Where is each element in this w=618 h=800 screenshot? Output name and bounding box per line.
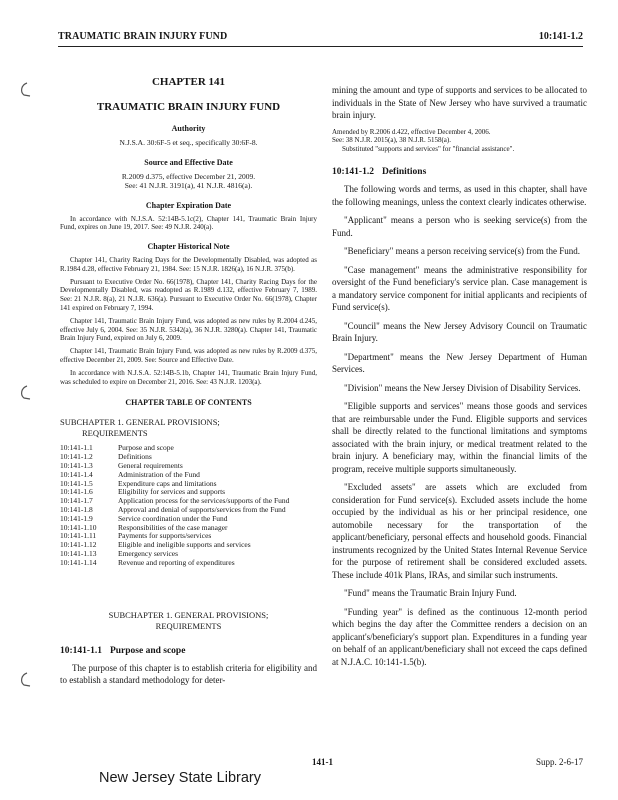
header-section-code: 10:141-1.2	[538, 31, 583, 42]
section-title: Purpose and scope	[109, 645, 186, 656]
expiration-text: In accordance with N.J.S.A. 52:14B-5.1c(2), Chapter 141, Traumatic Brain Injury Fund, expires on June 19, 2017. See: 49 N.J.R. 240(a).	[60, 214, 317, 232]
supplement-date: Supp. 2-6-17	[536, 757, 583, 767]
toc-entry-number: 10:141-1.8	[60, 505, 93, 515]
continued-text: mining the amount and type of supports and services to be allocated to individuals in the State of New Jersey who have survived a traumatic brain injury.	[332, 85, 587, 120]
history-note: Chapter 141, Traumatic Brain Injury Fund, was adopted as new rules by R.2004 d.245, effective July 6, 2004. See: 35 N.J.R. 5342(a), 36 N.J.R. 3280(a). Chapter 141, Traumatic Brain Injury Fund, expired on July 6, 2009.	[60, 316, 317, 343]
toc-entry-number: 10:141-1.13	[60, 549, 97, 559]
toc-entry-title: Approval and denial of supports/services from the Fund	[118, 505, 286, 515]
source-citation: See: 41 N.J.R. 3191(a), 41 N.J.R. 4816(a).	[124, 181, 253, 190]
toc-entry-title: Eligible and ineligible supports and services	[118, 540, 251, 550]
section-title: Definitions	[381, 167, 427, 177]
expiration-heading: Chapter Expiration Date	[145, 200, 232, 210]
history-note: Pursuant to Executive Order No. 66(1978), Chapter 141, Charity Racing Days for the Developmentally Disabled, was readopted as R.1989 d.132, effective February 7, 1989. See: 21 N.J.R. 8(a), 21 N.J.R. 636(a). Pursuant to Executive Order No. 66(1978), Chapter 141 expired on February 7, 1994.	[60, 277, 317, 313]
history-note: In accordance with N.J.S.A. 52:14B-5.1b, Chapter 141, Traumatic Brain Injury Fund, was scheduled to expire on December 21, 2016. See: 43 N.J.R. 1203(a).	[60, 368, 317, 386]
history-note: Chapter 141, Traumatic Brain Injury Fund, was adopted as new rules by R.2009 d.375, effective December 21, 2009. See: Source and Effective Date.	[60, 347, 317, 365]
toc-subchapter-heading	[60, 417, 317, 438]
toc-entry-number: 10:141-1.14	[60, 557, 97, 567]
table-of-contents	[60, 444, 317, 567]
chapter-name: TRAUMATIC BRAIN INJURY FUND	[96, 101, 281, 113]
header-rule	[58, 46, 583, 47]
toc-entry-number: 10:141-1.2	[60, 452, 93, 462]
definition-paragraph: "Fund" means the Traumatic Brain Injury Fund.	[344, 588, 517, 598]
toc-entry-title: Eligibility for services and supports	[118, 487, 226, 497]
toc-entry-title: General requirements	[118, 461, 183, 471]
section-body: The purpose of this chapter is to establish criteria for eligibility and to establish a standard methodology for deter-	[60, 662, 317, 686]
toc-entry	[60, 541, 317, 550]
toc-entry-number: 10:141-1.9	[60, 513, 93, 523]
toc-entry	[60, 453, 317, 462]
amendment-citation: See: 38 N.J.R. 2015(a), 38 N.J.R. 5158(a).	[332, 136, 451, 144]
hole-punch-mark-icon	[18, 385, 30, 399]
authority-text: N.J.S.A. 30:6F-5 et seq., specifically 30:6F-8.	[119, 138, 258, 147]
toc-entry-number: 10:141-1.4	[60, 469, 93, 479]
amendment-note: Amended by R.2006 d.422, effective December 4, 2006.	[332, 127, 491, 136]
definition-paragraph: "Department" means the New Jersey Department of Human Services.	[332, 351, 587, 374]
definition-paragraph: "Applicant" means a person who is seeking service(s) from the Fund.	[332, 215, 587, 238]
definition-paragraph: "Case management" means the administrative responsibility for oversight of the Fund beneficiary's service plan. Case management is a mandatory service component for initial applicants and recipients of Fund service(s).	[332, 264, 587, 312]
toc-entry-title: Application process for the services/supports of the Fund	[118, 496, 290, 506]
right-column	[332, 62, 587, 668]
toc-entry-title: Emergency services	[118, 549, 179, 559]
definition-paragraph: "Division" means the New Jersey Division of Disability Services.	[344, 382, 581, 393]
toc-subchapter-line: SUBCHAPTER 1. GENERAL PROVISIONS;	[60, 417, 220, 428]
authority-heading: Authority	[171, 124, 206, 133]
subchapter-heading-line: REQUIREMENTS	[155, 620, 222, 631]
toc-entry-number: 10:141-1.7	[60, 496, 93, 506]
section-number: 10:141-1.1	[60, 645, 102, 656]
left-column	[60, 62, 317, 687]
toc-entry-title: Service coordination under the Fund	[118, 513, 228, 523]
toc-heading: CHAPTER TABLE OF CONTENTS	[125, 398, 252, 408]
page-number: 141-1	[312, 757, 333, 767]
source-text: R.2009 d.375, effective December 21, 2009.	[121, 171, 256, 181]
toc-subchapter-line: REQUIREMENTS	[82, 427, 148, 438]
chapter-number: CHAPTER 141	[151, 76, 226, 88]
toc-entry-number: 10:141-1.10	[60, 522, 97, 532]
toc-entry-number: 10:141-1.5	[60, 478, 93, 488]
toc-entry-title: Responsibilities of the case manager	[118, 522, 228, 532]
history-heading: Chapter Historical Note	[147, 242, 230, 252]
toc-entry-number: 10:141-1.12	[60, 540, 97, 550]
subchapter-heading-line: SUBCHAPTER 1. GENERAL PROVISIONS;	[108, 609, 269, 620]
toc-entry-title: Administration of the Fund	[118, 469, 200, 479]
section-number: 10:141-1.2	[332, 167, 374, 177]
definition-paragraph: "Beneficiary" means a person receiving service(s) from the Fund.	[344, 246, 581, 256]
library-watermark: New Jersey State Library	[99, 770, 261, 786]
hole-punch-mark-icon	[18, 672, 30, 686]
header-title: TRAUMATIC BRAIN INJURY FUND	[58, 31, 228, 42]
toc-entry-title: Definitions	[118, 452, 152, 462]
definition-paragraph: "Eligible supports and services" means those goods and services that are reimbursable under the Fund. Eligible supports and services shall be directly related to the functional limitations and symptoms associated with the brain injury, or medical treatment related to the brain injury. A beneficiary may, within the financial limits of the program, receive multiple supports simultaneously.	[332, 401, 587, 474]
toc-entry-title: Expenditure caps and limitations	[118, 478, 217, 488]
section-heading	[332, 167, 587, 177]
amendment-description: Substituted "supports and services" for "financial assistance".	[342, 144, 515, 153]
toc-entry-title: Payments for supports/services	[118, 531, 212, 541]
toc-entry-title: Revenue and reporting of expenditures	[118, 557, 235, 567]
toc-entry-number: 10:141-1.1	[60, 443, 93, 453]
definition-paragraph: The following words and terms, as used in this chapter, shall have the following meanings, unless the context clearly indicates otherwise.	[332, 184, 587, 207]
toc-entry	[60, 444, 317, 453]
toc-entry-title: Purpose and scope	[118, 443, 174, 453]
source-heading: Source and Effective Date	[144, 157, 233, 167]
definition-paragraph: "Excluded assets" are assets which are excluded from consideration for Fund service(s). Excluded assets include the home occupied by the individual as his or her principal residence, one automobile necessary for the transportation of the applicant/beneficiary, personal effects and household goods. Financial instruments recognized by the United States Internal Revenue Service for the purpose of retirement shall be considered excluded assets. These include 401k Plans, IRAs, and similar such instruments.	[332, 482, 587, 580]
subchapter-heading	[60, 610, 317, 632]
history-note: Chapter 141, Charity Racing Days for the Developmentally Disabled, was adopted as R.1984 d.28, effective February 21, 1984. See: 15 N.J.R. 1826(a), 16 N.J.R. 375(b).	[60, 256, 317, 273]
definition-paragraph: "Council" means the New Jersey Advisory Council on Traumatic Brain Injury.	[332, 320, 587, 343]
definition-paragraph: "Funding year" is defined as the continuous 12-month period which begins the day after the Committee renders a decision on an applicant's/beneficiary's support plan. Expenditures in a funding year on behalf of an applicant/beneficiary shall not exceed the caps defined at N.J.A.C. 10:141-1.5(b).	[332, 606, 587, 667]
hole-punch-mark-icon	[18, 82, 30, 96]
toc-entry-number: 10:141-1.3	[60, 461, 93, 471]
running-header	[58, 31, 583, 44]
section-heading	[60, 646, 317, 656]
toc-entry	[60, 559, 317, 568]
toc-entry-number: 10:141-1.6	[60, 487, 93, 497]
toc-entry-number: 10:141-1.11	[60, 531, 97, 541]
